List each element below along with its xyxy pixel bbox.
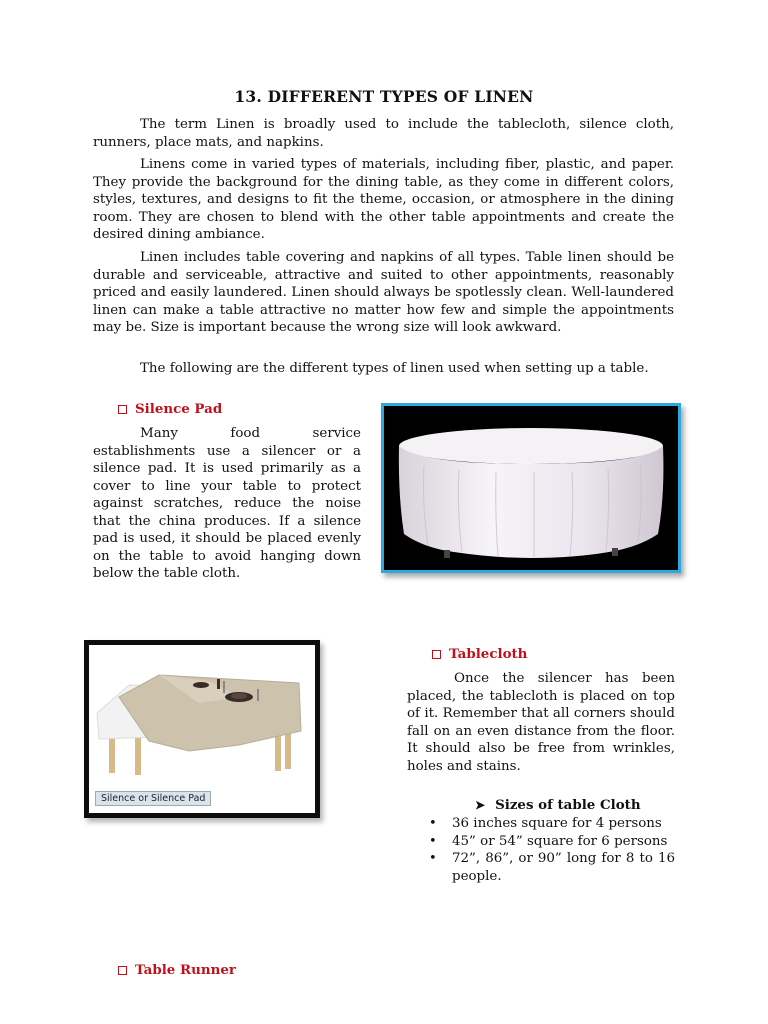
checkbox-bullet-icon [118, 405, 127, 414]
bullet-dot-icon: • [429, 816, 437, 831]
tablecloth-heading-text: Tablecloth [449, 646, 528, 662]
sizes-list [427, 815, 675, 885]
silence-pad-heading-text: Silence Pad [135, 401, 223, 417]
bullet-dot-icon: • [429, 851, 437, 866]
page-title: 13. DIFFERENT TYPES OF LINEN [234, 87, 534, 106]
round-tablecloth-image [381, 403, 681, 573]
image-caption: Silence or Silence Pad [95, 791, 211, 806]
list-item: • 72”, 86”, or 90” long for 8 to 16 people. [429, 851, 675, 884]
silence-pad-illustration [89, 645, 315, 813]
sizes-heading [475, 797, 641, 813]
sizes-heading-text: Sizes of table Cloth [495, 797, 641, 813]
table-runner-heading [118, 962, 236, 978]
silence-pad-heading [118, 401, 222, 417]
intro-paragraph-1: The term Linen is broadly used to include the tablecloth, silence cloth, runners, place mats, and napkins. [93, 117, 674, 150]
table-runner-heading-text: Table Runner [135, 962, 236, 978]
checkbox-bullet-icon [118, 966, 127, 975]
silence-pad-text: Many food service establishments use a silencer or a silence pad. It is used primarily as a cover to line your table to protect against scratches, reduce the noise that the china produces. If a silence pad is used, it should be placed evenly on the table to avoid hanging down below the table cloth. [93, 426, 361, 581]
tablecloth-heading [432, 646, 527, 662]
bullet-dot-icon: • [429, 833, 437, 849]
arrow-bullet-icon: ➤ [475, 798, 486, 812]
intro-paragraph-2: Linens come in varied types of materials, including fiber, plastic, and paper. They provide the background for the dining table, as they come in different colors, styles, textures, and designs to fit the theme, occasion, or atmosphere in the dining room. They are chosen to blend with the other table appointments and create the desired dining ambiance. [93, 157, 674, 242]
round-table-illustration [384, 406, 678, 570]
tablecloth-text: Once the silencer has been placed, the tablecloth is placed on top of it. Remember that all corners should fall on an even distance from the floor. It should also be free from wrinkles, holes and stains. [407, 671, 675, 774]
list-item: • 45” or 54” square for 6 persons [429, 833, 668, 849]
intro-paragraph-3: Linen includes table covering and napkins of all types. Table linen should be durable and serviceable, attractive and suited to other appointments, reasonably priced and easily laundered. Linen should always be spotlessly clean. Well-laundered linen can make a table attractive no matter how few and simple the appointments may be. Size is important because the wrong size will look awkward. [93, 250, 674, 335]
list-item: • 36 inches square for 4 persons [429, 816, 662, 831]
silence-pad-image [84, 640, 320, 818]
intro-paragraph-4: The following are the different types of linen used when setting up a table. [140, 361, 649, 376]
checkbox-bullet-icon [432, 650, 441, 659]
